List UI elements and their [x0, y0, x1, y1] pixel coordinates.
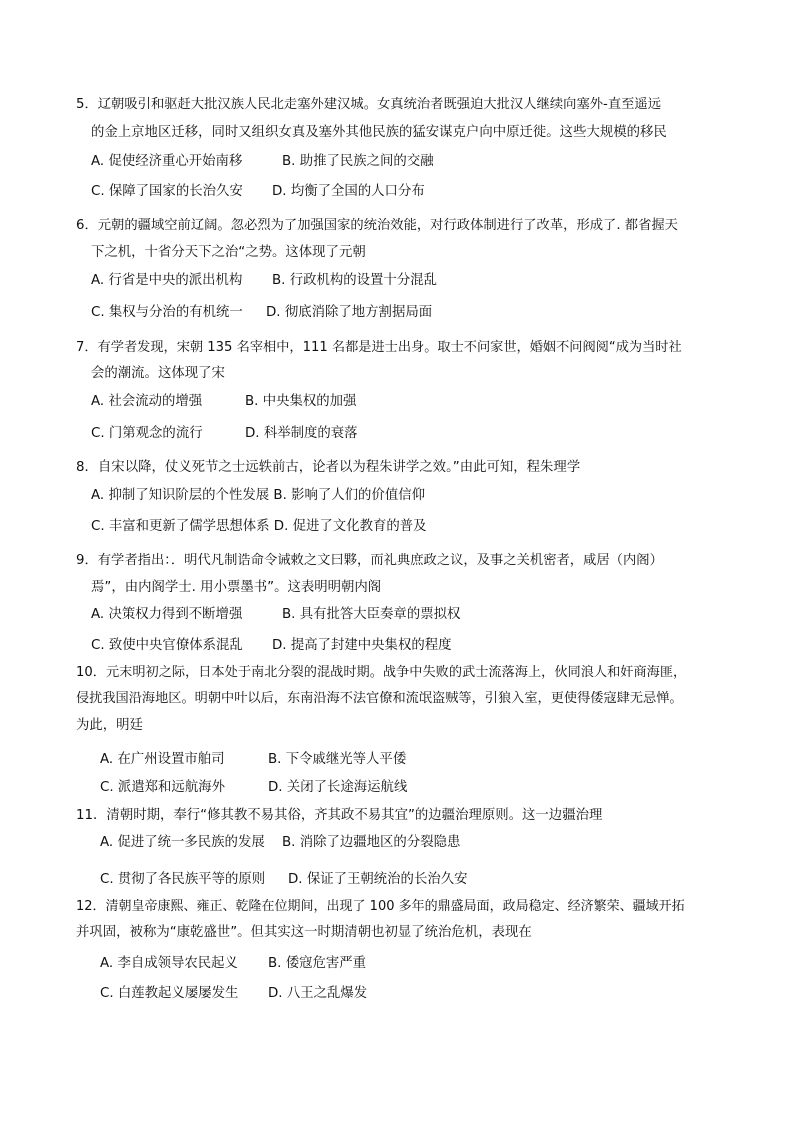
option-a: A. 决策权力得到不断增强 — [91, 607, 243, 622]
question-stem-line: 并巩固，被称为“康乾盛世”。但其实这一时期清朝也初显了统治危机，表现在 — [76, 925, 532, 940]
option-c: C. 集权与分治的有机统一 — [91, 305, 243, 320]
option-d: D. 均衡了全国的人口分布 — [272, 184, 425, 199]
option-b: B. 下令戚继光等人平倭 — [268, 752, 407, 767]
question-stem-line: 12．清朝皇帝康熙、雍正、乾隆在位期间，出现了 100 多年的鼎盛局面，政局稳定、经济繁荣、疆域开拓 — [76, 899, 685, 914]
option-d: D. 保证了王朝统治的长治久安 — [288, 872, 468, 887]
option-d: D. 彻底消除了地方割据局面 — [266, 305, 433, 320]
option-c: C. 致使中央官僚体系混乱 — [91, 638, 243, 653]
option-b: B. 行政机构的设置十分混乱 — [272, 273, 437, 288]
option-d: D. 提高了封建中央集权的程度 — [272, 638, 452, 653]
question-stem-line: 7．有学者发现，宋朝 135 名宰相中，111 名都是进士出身。取士不问家世，婚姻不问阀阅“成为当时社 — [76, 340, 682, 355]
option-c: C. 门第观念的流行 — [91, 426, 203, 441]
question-stem-line: 10．元末明初之际，日本处于南北分裂的混战时期。战争中失败的武士流落海上，伙同浪人和奸商海匪， — [76, 665, 687, 680]
question-stem-line: 焉”，由内阁学士. 用小票墨书”。这表明明朝内阁 — [91, 580, 382, 595]
option-c: C. 派遣郑和远航海外 — [100, 780, 225, 795]
option-c-d: C. 丰富和更新了儒学思想体系 D. 促进了文化教育的普及 — [91, 519, 427, 534]
option-a: A. 行省是中央的派出机构 — [91, 273, 243, 288]
option-d: D. 关闭了长途海运航线 — [268, 780, 408, 795]
option-b: B. 具有批答大臣奏章的票拟权 — [282, 607, 461, 622]
option-a: A. 社会流动的增强 — [91, 394, 203, 409]
option-c: C. 保障了国家的长治久安 — [91, 184, 243, 199]
option-d: D. 科举制度的衰落 — [245, 426, 358, 441]
option-b: B. 中央集权的加强 — [245, 394, 357, 409]
option-b: B. 助推了民族之间的交融 — [282, 154, 434, 169]
question-stem-line: 11．清朝时期，奉行“修其教不易其俗，齐其政不易其宜”的边疆治理原则。这一边疆治理 — [76, 808, 603, 823]
question-stem-line: 6．元朝的疆域空前辽阔。忽必烈为了加强国家的统治效能，对行政体制进行了改革，形成了. 都省握天 — [76, 218, 678, 233]
question-stem-line: 5．辽朝吸引和驱赶大批汉族人民北走塞外建汉城。女真统治者既强迫大批汉人继续向塞外-直至遥远 — [76, 97, 662, 112]
option-a: A. 李自成领导农民起义 — [100, 956, 238, 971]
option-a: A. 促使经济重心开始南移 — [91, 154, 243, 169]
question-stem-line: 下之机，十省分天下之治“之势。这体现了元朝 — [91, 245, 366, 260]
option-b: B. 倭寇危害严重 — [268, 956, 367, 971]
option-c: C. 白莲教起义屡屡发生 — [100, 986, 239, 1001]
question-stem-line: 9．有学者指出：．明代凡制诰命令诫敕之文曰夥，而礼典庶政之议，及事之关机密者，咸居（内阁） — [76, 553, 663, 568]
question-stem-line: 的金上京地区迁移，同时又组织女真及塞外其他民族的猛安谋克户向中原迁徙。这些大规模的移民 — [91, 125, 667, 140]
option-a-b: A. 抑制了知识阶层的个性发展 B. 影响了人们的价值信仰 — [91, 488, 425, 503]
option-b: B. 消除了边疆地区的分裂隐患 — [282, 835, 461, 850]
option-c: C. 贯彻了各民族平等的原则 — [100, 872, 266, 887]
question-stem-line: 侵扰我国沿海地区。明朝中叶以后，东南沿海不法官僚和流氓盗贼等，引狼入室，更使得倭寇肆无忌惮。 — [76, 691, 683, 706]
option-a: A. 促进了统一多民族的发展 — [100, 835, 265, 850]
question-stem-line: 会的潮流。这体现了宋 — [91, 366, 225, 381]
option-a: A. 在广州设置市舶司 — [100, 752, 225, 767]
question-stem-line: 8．自宋以降，仗义死节之士远轶前古，论者以为程朱讲学之效。”由此可知，程朱理学 — [76, 460, 581, 475]
option-d: D. 八王之乱爆发 — [268, 986, 368, 1001]
question-stem-line: 为此，明廷 — [76, 718, 143, 733]
